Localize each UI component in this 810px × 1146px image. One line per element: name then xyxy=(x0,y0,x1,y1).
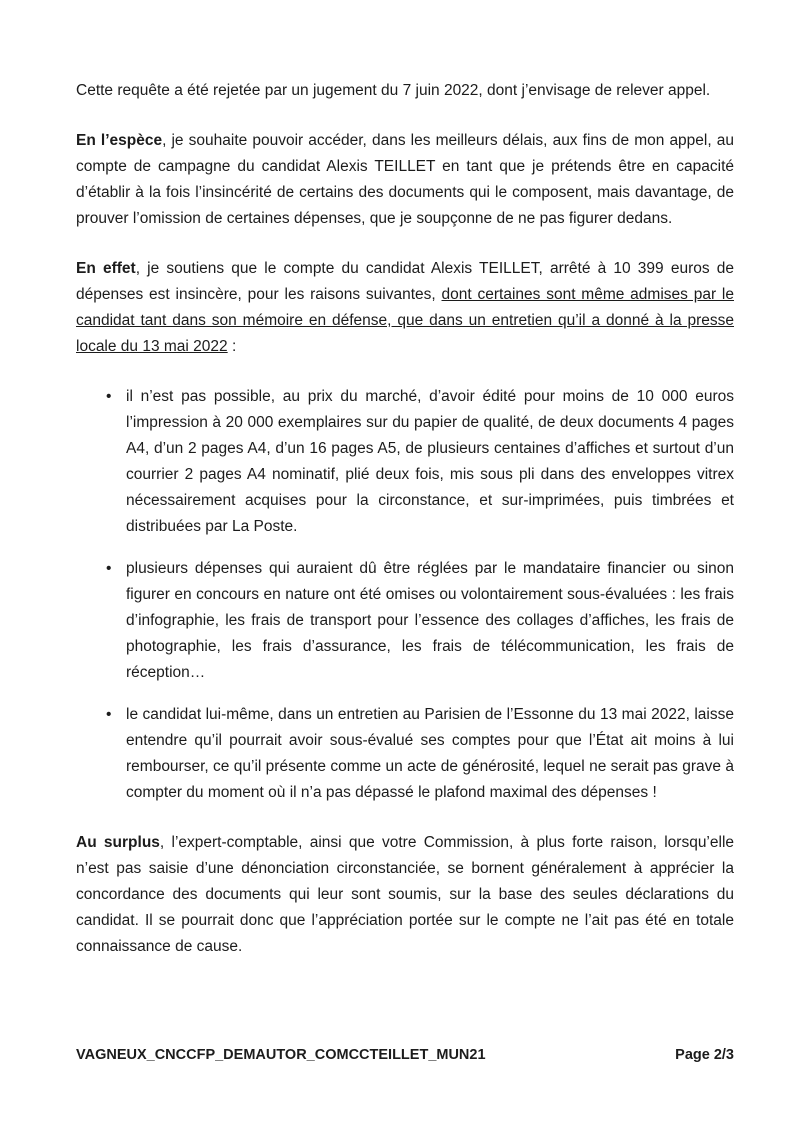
paragraph-espece xyxy=(76,128,734,232)
paragraph-surplus-text: , l’expert-comptable, ainsi que votre Commission, à plus forte raison, lorsqu’elle n’est pas saisie d’une dénonciation circonstanciée, se bornent généralement à apprécier la concordance des documents qui leur sont soumis, sur la base des seules déclarations du candidat. Il se pourrait donc que l’appréciation portée sur le compte ne l’ait pas été en totale connaissance de cause. xyxy=(76,834,735,955)
paragraph-effet xyxy=(76,256,734,360)
bullet-item-candidate-interview xyxy=(76,702,734,806)
bullet-icon: • xyxy=(106,560,112,577)
paragraph-effet-tail: : xyxy=(227,338,237,355)
paragraph-effet-text: , je soutiens que le compte du candidat Alexis TEILLET, arrêté à 10 399 euros de dépenses est insincère, pour les raisons suivantes, xyxy=(76,260,735,303)
footer xyxy=(76,1046,734,1064)
bullet-item-printing-costs xyxy=(76,384,734,540)
bullet-item-omitted-expenses xyxy=(76,556,734,686)
paragraph-intro-text: Cette requête a été rejetée par un jugement du 7 juin 2022, dont j’envisage de relever appel. xyxy=(76,82,711,99)
bullet-list xyxy=(76,384,734,806)
paragraph-surplus-lead: Au surplus xyxy=(76,834,160,851)
paragraph-surplus xyxy=(76,830,734,960)
paragraph-intro xyxy=(76,78,734,104)
footer-page-number: Page 2/3 xyxy=(675,1047,734,1063)
underlined-passage: dont certaines sont même admises par le candidat tant dans son mémoire en défense, que dans un entretien qu’il a donné à la presse locale du 13 mai 2022 xyxy=(76,286,734,355)
paragraph-espece-text: , je souhaite pouvoir accéder, dans les meilleurs délais, aux fins de mon appel, au compte de campagne du candidat Alexis TEILLET en tant que je prétends être en capacité d’établir à la fois l’insincérité de certains des documents qui le composent, mais davantage, de prouver l’omission de certaines dépenses, que je soupçonne de ne pas figurer dedans. xyxy=(76,132,735,227)
footer-document-reference: VAGNEUX_CNCCFP_DEMAUTOR_COMCCTEILLET_MUN21 xyxy=(76,1047,486,1063)
bullet-icon: • xyxy=(106,388,112,405)
bullet-item-text: il n’est pas possible, au prix du marché, d’avoir édité pour moins de 10 000 euros l’impression à 20 000 exemplaires sur du papier de qualité, de deux documents 4 pages A4, d’un 2 pages A4, d’un 16 pages A5, de plusieurs centaines d’affiches et surtout d’un courrier 2 pages A4 nominatif, plié deux fois, mis sous pli dans des enveloppes vitrex nécessairement acquises pour la circonstance, et sur-imprimées, puis timbrées et distribuées par La Poste. xyxy=(126,388,734,535)
bullet-item-text: plusieurs dépenses qui auraient dû être réglées par le mandataire financier ou sinon figurer en concours en nature ont été omises ou volontairement sous-évaluées : les frais d’infographie, les frais de transport pour l’essence des collages d’affiches, les frais de photographie, les frais d’assurance, les frais de télécommunication, les frais de réception… xyxy=(126,560,734,681)
bullet-item-text: le candidat lui-même, dans un entretien au Parisien de l’Essonne du 13 mai 2022, laisse entendre qu’il pourrait avoir sous-évalué ses comptes pour que l’État ait moins à lui rembourser, ce qu’il présente comme un acte de générosité, lequel ne serait pas grave à compter du moment où il n’a pas dépassé le plafond maximal des dépenses ! xyxy=(126,706,734,801)
bullet-icon: • xyxy=(106,706,112,723)
paragraph-effet-lead: En effet xyxy=(76,260,136,277)
paragraph-espece-lead: En l’espèce xyxy=(76,132,163,149)
